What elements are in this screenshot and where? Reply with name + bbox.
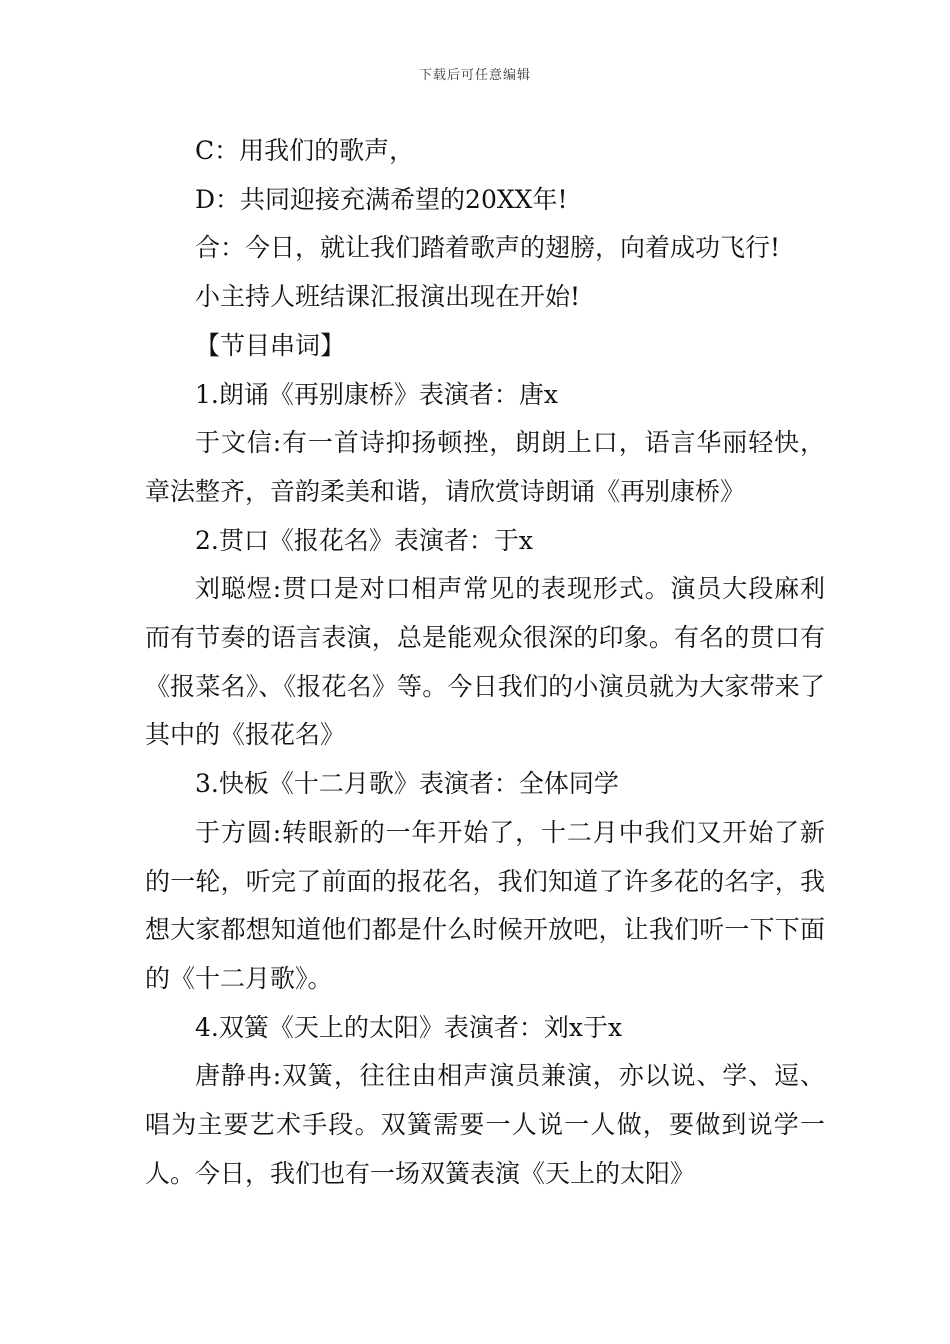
- host-intro-1: 于文信:有一首诗抑扬顿挫，朗朗上口，语言华丽轻快，章法整齐，音韵柔美和谐，请欣赏诗朗诵《再别康桥》: [145, 428, 825, 506]
- page-header: 下载后可任意编辑: [418, 68, 531, 83]
- program-item-2: 2.贯口《报花名》表演者：于x: [195, 525, 533, 555]
- paragraph-opening: 小主持人班结课汇报演出现在开始!: [195, 282, 581, 312]
- paragraph-c-line: C：用我们的歌声，: [195, 136, 415, 165]
- document-body: [145, 127, 825, 1198]
- program-item-1: 1.朗诵《再别康桥》表演者：唐x: [195, 379, 558, 409]
- paragraph-d-line: D：共同迎接充满希望的20XX年!: [195, 184, 568, 214]
- host-intro-3: 于方圆:转眼新的一年开始了，十二月中我们又开始了新的一轮，听完了前面的报花名，我们知道了许多花的名字，我想大家都想知道他们都是什么时候开放吧，让我们听一下下面的《十二月歌》。: [145, 817, 825, 993]
- paragraph-together-line: 合：今日，就让我们踏着歌声的翅膀，向着成功飞行!: [195, 233, 781, 263]
- host-intro-4: 唐静冉:双簧，往往由相声演员兼演，亦以说、学、逗、唱为主要艺术手段。双簧需要一人说一人做，要做到说学一人。今日，我们也有一场双簧表演《天上的太阳》: [145, 1061, 825, 1188]
- program-item-3: 3.快板《十二月歌》表演者：全体同学: [195, 769, 619, 799]
- section-heading: 【节目串词】: [195, 330, 346, 360]
- program-item-4: 4.双簧《天上的太阳》表演者：刘x于x: [195, 1012, 623, 1042]
- host-intro-2: 刘聪煜:贯口是对口相声常见的表现形式。演员大段麻利而有节奏的语言表演，总是能观众很深的印象。有名的贯口有《报菜名》、《报花名》等。今日我们的小演员就为大家带来了其中的《报花名》: [145, 574, 825, 750]
